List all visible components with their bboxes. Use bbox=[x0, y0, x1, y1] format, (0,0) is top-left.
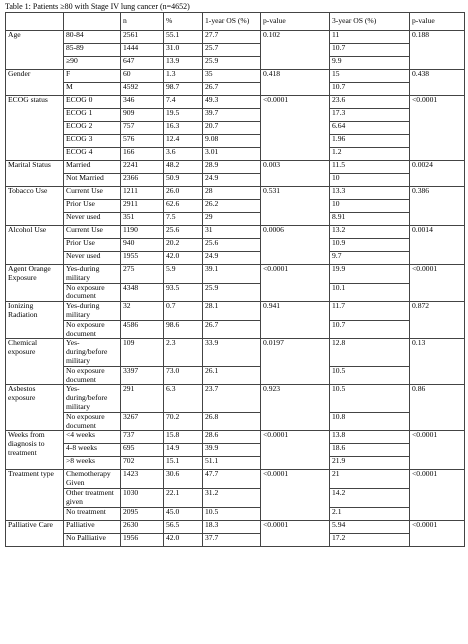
table-row bbox=[6, 83, 465, 96]
os-3yr-cell: 19.9 bbox=[330, 265, 410, 284]
percent-cell: 0.7 bbox=[164, 302, 203, 321]
table-row bbox=[6, 302, 465, 321]
header-1yr-os: 1-year OS (%) bbox=[203, 13, 261, 31]
p-value-1yr-cell: <0.0001 bbox=[261, 470, 330, 520]
p-value-1yr-cell: 0.0006 bbox=[261, 226, 330, 265]
subcategory-cell: 80-84 bbox=[64, 31, 121, 44]
os-3yr-cell: 1.2 bbox=[330, 148, 410, 161]
percent-cell: 16.3 bbox=[164, 122, 203, 135]
os-3yr-cell: 8.91 bbox=[330, 213, 410, 226]
os-1yr-cell: 28.9 bbox=[203, 161, 261, 174]
n-cell: 1190 bbox=[121, 226, 164, 239]
category-label: Weeks from diagnosis to treatment bbox=[6, 431, 64, 470]
percent-cell: 19.5 bbox=[164, 109, 203, 122]
os-1yr-cell: 39.7 bbox=[203, 109, 261, 122]
subcategory-cell: No exposure document bbox=[64, 366, 121, 385]
table-row bbox=[6, 252, 465, 265]
p-value-3yr-cell: <0.0001 bbox=[410, 431, 465, 470]
table-row bbox=[6, 213, 465, 226]
subcategory-cell: ≥90 bbox=[64, 57, 121, 70]
subcategory-cell: Current Use bbox=[64, 226, 121, 239]
table-row bbox=[6, 148, 465, 161]
subcategory-cell: F bbox=[64, 70, 121, 83]
os-1yr-cell: 28 bbox=[203, 187, 261, 200]
table-row bbox=[6, 200, 465, 213]
os-3yr-cell: 14.2 bbox=[330, 488, 410, 507]
table-row bbox=[6, 135, 465, 148]
n-cell: 346 bbox=[121, 96, 164, 109]
p-value-1yr-cell: <0.0001 bbox=[261, 96, 330, 161]
percent-cell: 14.9 bbox=[164, 444, 203, 457]
percent-cell: 15.1 bbox=[164, 457, 203, 470]
os-1yr-cell: 29 bbox=[203, 213, 261, 226]
percent-cell: 56.5 bbox=[164, 520, 203, 533]
table-row bbox=[6, 122, 465, 135]
n-cell: 1956 bbox=[121, 533, 164, 546]
os-3yr-cell: 10.1 bbox=[330, 283, 410, 302]
n-cell: 2911 bbox=[121, 200, 164, 213]
os-1yr-cell: 25.6 bbox=[203, 239, 261, 252]
percent-cell: 98.6 bbox=[164, 320, 203, 339]
header-subcategory bbox=[64, 13, 121, 31]
os-1yr-cell: 31 bbox=[203, 226, 261, 239]
n-cell: 940 bbox=[121, 239, 164, 252]
n-cell: 737 bbox=[121, 431, 164, 444]
os-3yr-cell: 13.2 bbox=[330, 226, 410, 239]
subcategory-cell: No treatment bbox=[64, 507, 121, 520]
p-value-3yr-cell: 0.872 bbox=[410, 302, 465, 339]
subcategory-cell: Never used bbox=[64, 252, 121, 265]
os-3yr-cell: 2.1 bbox=[330, 507, 410, 520]
os-3yr-cell: 13.8 bbox=[330, 431, 410, 444]
header-p-value-1yr: p-value bbox=[261, 13, 330, 31]
table-row bbox=[6, 431, 465, 444]
os-1yr-cell: 26.1 bbox=[203, 366, 261, 385]
n-cell: 1423 bbox=[121, 470, 164, 489]
os-3yr-cell: 12.8 bbox=[330, 339, 410, 366]
subcategory-cell: Married bbox=[64, 161, 121, 174]
table-body bbox=[6, 31, 465, 547]
os-1yr-cell: 25.9 bbox=[203, 283, 261, 302]
subcategory-cell: Never used bbox=[64, 213, 121, 226]
percent-cell: 26.0 bbox=[164, 187, 203, 200]
os-1yr-cell: 35 bbox=[203, 70, 261, 83]
table-row bbox=[6, 70, 465, 83]
subcategory-cell: >8 weeks bbox=[64, 457, 121, 470]
table-row bbox=[6, 470, 465, 489]
table-row bbox=[6, 226, 465, 239]
n-cell: 3267 bbox=[121, 412, 164, 431]
subcategory-cell: Chemotherapy Given bbox=[64, 470, 121, 489]
os-1yr-cell: 39.9 bbox=[203, 444, 261, 457]
percent-cell: 42.0 bbox=[164, 533, 203, 546]
os-1yr-cell: 33.9 bbox=[203, 339, 261, 366]
p-value-3yr-cell: 0.13 bbox=[410, 339, 465, 385]
subcategory-cell: No exposure document bbox=[64, 320, 121, 339]
table-row bbox=[6, 265, 465, 284]
subcategory-cell: 4-8 weeks bbox=[64, 444, 121, 457]
table-row bbox=[6, 507, 465, 520]
n-cell: 2366 bbox=[121, 174, 164, 187]
percent-cell: 48.2 bbox=[164, 161, 203, 174]
os-3yr-cell: 11.7 bbox=[330, 302, 410, 321]
os-3yr-cell: 10 bbox=[330, 174, 410, 187]
subcategory-cell: Yes-during/before military bbox=[64, 339, 121, 366]
p-value-1yr-cell: <0.0001 bbox=[261, 265, 330, 302]
category-label: Treatment type bbox=[6, 470, 64, 520]
header-n: n bbox=[121, 13, 164, 31]
percent-cell: 22.1 bbox=[164, 488, 203, 507]
p-value-3yr-cell: 0.86 bbox=[410, 385, 465, 431]
n-cell: 291 bbox=[121, 385, 164, 412]
os-3yr-cell: 17.2 bbox=[330, 533, 410, 546]
p-value-1yr-cell: <0.0001 bbox=[261, 431, 330, 470]
header-p-value-3yr: p-value bbox=[410, 13, 465, 31]
header-row bbox=[6, 13, 465, 31]
p-value-1yr-cell: 0.941 bbox=[261, 302, 330, 339]
os-3yr-cell: 10 bbox=[330, 200, 410, 213]
n-cell: 909 bbox=[121, 109, 164, 122]
os-3yr-cell: 1.96 bbox=[330, 135, 410, 148]
table-row bbox=[6, 533, 465, 546]
table-row bbox=[6, 444, 465, 457]
header-3yr-os: 3-year OS (%) bbox=[330, 13, 410, 31]
os-3yr-cell: 10.7 bbox=[330, 44, 410, 57]
table-caption: Table 1: Patients ≥80 with Stage IV lung cancer (n=4652) bbox=[5, 2, 190, 11]
os-1yr-cell: 39.1 bbox=[203, 265, 261, 284]
os-3yr-cell: 13.3 bbox=[330, 187, 410, 200]
percent-cell: 30.6 bbox=[164, 470, 203, 489]
percent-cell: 45.0 bbox=[164, 507, 203, 520]
table-row bbox=[6, 488, 465, 507]
percent-cell: 42.0 bbox=[164, 252, 203, 265]
table-row bbox=[6, 385, 465, 412]
n-cell: 32 bbox=[121, 302, 164, 321]
n-cell: 3397 bbox=[121, 366, 164, 385]
table-row bbox=[6, 520, 465, 533]
subcategory-cell: Prior Use bbox=[64, 239, 121, 252]
os-3yr-cell: 9.9 bbox=[330, 57, 410, 70]
subcategory-cell: ECOG 1 bbox=[64, 109, 121, 122]
os-1yr-cell: 20.7 bbox=[203, 122, 261, 135]
subcategory-cell: No exposure document bbox=[64, 412, 121, 431]
os-3yr-cell: 18.6 bbox=[330, 444, 410, 457]
category-label: Alcohol Use bbox=[6, 226, 64, 265]
p-value-3yr-cell: 0.438 bbox=[410, 70, 465, 96]
os-3yr-cell: 11.5 bbox=[330, 161, 410, 174]
percent-cell: 6.3 bbox=[164, 385, 203, 412]
os-1yr-cell: 25.9 bbox=[203, 57, 261, 70]
category-label: Palliative Care bbox=[6, 520, 64, 546]
subcategory-cell: Yes-during/before military bbox=[64, 385, 121, 412]
os-3yr-cell: 10.7 bbox=[330, 83, 410, 96]
n-cell: 275 bbox=[121, 265, 164, 284]
os-1yr-cell: 3.01 bbox=[203, 148, 261, 161]
table-row bbox=[6, 31, 465, 44]
table-row bbox=[6, 283, 465, 302]
os-1yr-cell: 51.1 bbox=[203, 457, 261, 470]
percent-cell: 20.2 bbox=[164, 239, 203, 252]
subcategory-cell: Yes-during military bbox=[64, 302, 121, 321]
os-1yr-cell: 28.1 bbox=[203, 302, 261, 321]
percent-cell: 7.4 bbox=[164, 96, 203, 109]
percent-cell: 50.9 bbox=[164, 174, 203, 187]
n-cell: 4348 bbox=[121, 283, 164, 302]
n-cell: 757 bbox=[121, 122, 164, 135]
os-3yr-cell: 9.7 bbox=[330, 252, 410, 265]
p-value-3yr-cell: <0.0001 bbox=[410, 520, 465, 546]
n-cell: 2561 bbox=[121, 31, 164, 44]
subcategory-cell: <4 weeks bbox=[64, 431, 121, 444]
percent-cell: 98.7 bbox=[164, 83, 203, 96]
percent-cell: 5.9 bbox=[164, 265, 203, 284]
subcategory-cell: Yes-during military bbox=[64, 265, 121, 284]
n-cell: 1955 bbox=[121, 252, 164, 265]
percent-cell: 2.3 bbox=[164, 339, 203, 366]
table-row bbox=[6, 412, 465, 431]
category-label: Ionizing Radiation bbox=[6, 302, 64, 339]
n-cell: 2241 bbox=[121, 161, 164, 174]
percent-cell: 55.1 bbox=[164, 31, 203, 44]
os-1yr-cell: 24.9 bbox=[203, 174, 261, 187]
os-1yr-cell: 26.7 bbox=[203, 320, 261, 339]
os-3yr-cell: 5.94 bbox=[330, 520, 410, 533]
category-label: Marital Status bbox=[6, 161, 64, 187]
os-1yr-cell: 37.7 bbox=[203, 533, 261, 546]
category-label: Chemical exposure bbox=[6, 339, 64, 385]
p-value-1yr-cell: 0.003 bbox=[261, 161, 330, 187]
percent-cell: 62.6 bbox=[164, 200, 203, 213]
percent-cell: 73.0 bbox=[164, 366, 203, 385]
n-cell: 702 bbox=[121, 457, 164, 470]
os-1yr-cell: 28.6 bbox=[203, 431, 261, 444]
os-3yr-cell: 10.7 bbox=[330, 320, 410, 339]
n-cell: 1030 bbox=[121, 488, 164, 507]
table-row bbox=[6, 366, 465, 385]
percent-cell: 12.4 bbox=[164, 135, 203, 148]
os-3yr-cell: 23.6 bbox=[330, 96, 410, 109]
percent-cell: 7.5 bbox=[164, 213, 203, 226]
table-row bbox=[6, 109, 465, 122]
n-cell: 2095 bbox=[121, 507, 164, 520]
percent-cell: 31.0 bbox=[164, 44, 203, 57]
os-1yr-cell: 24.9 bbox=[203, 252, 261, 265]
os-1yr-cell: 27.7 bbox=[203, 31, 261, 44]
category-label: Gender bbox=[6, 70, 64, 96]
table-row bbox=[6, 174, 465, 187]
table-row bbox=[6, 161, 465, 174]
subcategory-cell: ECOG 2 bbox=[64, 122, 121, 135]
subcategory-cell: Current Use bbox=[64, 187, 121, 200]
category-label: Agent Orange Exposure bbox=[6, 265, 64, 302]
subcategory-cell: Prior Use bbox=[64, 200, 121, 213]
subcategory-cell: ECOG 4 bbox=[64, 148, 121, 161]
category-label: Tobacco Use bbox=[6, 187, 64, 226]
percent-cell: 25.6 bbox=[164, 226, 203, 239]
percent-cell: 13.9 bbox=[164, 57, 203, 70]
os-3yr-cell: 10.9 bbox=[330, 239, 410, 252]
n-cell: 351 bbox=[121, 213, 164, 226]
os-3yr-cell: 6.64 bbox=[330, 122, 410, 135]
p-value-3yr-cell: <0.0001 bbox=[410, 265, 465, 302]
subcategory-cell: Not Married bbox=[64, 174, 121, 187]
p-value-1yr-cell: 0.923 bbox=[261, 385, 330, 431]
table-row bbox=[6, 57, 465, 70]
subcategory-cell: Palliative bbox=[64, 520, 121, 533]
category-label: Age bbox=[6, 31, 64, 70]
table-row bbox=[6, 457, 465, 470]
table-row bbox=[6, 239, 465, 252]
subcategory-cell: No Palliative bbox=[64, 533, 121, 546]
os-1yr-cell: 26.7 bbox=[203, 83, 261, 96]
table-row bbox=[6, 44, 465, 57]
category-label: ECOG status bbox=[6, 96, 64, 161]
subcategory-cell: Other treatment given bbox=[64, 488, 121, 507]
table-row bbox=[6, 320, 465, 339]
subcategory-cell: No exposure document bbox=[64, 283, 121, 302]
os-1yr-cell: 23.7 bbox=[203, 385, 261, 412]
n-cell: 1444 bbox=[121, 44, 164, 57]
percent-cell: 93.5 bbox=[164, 283, 203, 302]
table-row bbox=[6, 96, 465, 109]
percent-cell: 3.6 bbox=[164, 148, 203, 161]
os-3yr-cell: 10.5 bbox=[330, 366, 410, 385]
p-value-1yr-cell: 0.531 bbox=[261, 187, 330, 226]
category-label: Asbestos exposure bbox=[6, 385, 64, 431]
n-cell: 4592 bbox=[121, 83, 164, 96]
percent-cell: 70.2 bbox=[164, 412, 203, 431]
subcategory-cell: M bbox=[64, 83, 121, 96]
p-value-3yr-cell: 0.0014 bbox=[410, 226, 465, 265]
os-1yr-cell: 26.8 bbox=[203, 412, 261, 431]
os-1yr-cell: 49.3 bbox=[203, 96, 261, 109]
subcategory-cell: 85-89 bbox=[64, 44, 121, 57]
n-cell: 1211 bbox=[121, 187, 164, 200]
p-value-3yr-cell: 0.188 bbox=[410, 31, 465, 70]
os-1yr-cell: 18.3 bbox=[203, 520, 261, 533]
n-cell: 647 bbox=[121, 57, 164, 70]
p-value-3yr-cell: <0.0001 bbox=[410, 96, 465, 161]
p-value-3yr-cell: 0.386 bbox=[410, 187, 465, 226]
header-percent: % bbox=[164, 13, 203, 31]
n-cell: 2630 bbox=[121, 520, 164, 533]
n-cell: 695 bbox=[121, 444, 164, 457]
n-cell: 109 bbox=[121, 339, 164, 366]
os-1yr-cell: 25.7 bbox=[203, 44, 261, 57]
percent-cell: 15.8 bbox=[164, 431, 203, 444]
n-cell: 4586 bbox=[121, 320, 164, 339]
os-3yr-cell: 21 bbox=[330, 470, 410, 489]
header-category bbox=[6, 13, 64, 31]
os-1yr-cell: 9.08 bbox=[203, 135, 261, 148]
os-3yr-cell: 10.8 bbox=[330, 412, 410, 431]
os-3yr-cell: 10.5 bbox=[330, 385, 410, 412]
os-3yr-cell: 11 bbox=[330, 31, 410, 44]
p-value-1yr-cell: 0.0197 bbox=[261, 339, 330, 385]
os-1yr-cell: 47.7 bbox=[203, 470, 261, 489]
p-value-1yr-cell: <0.0001 bbox=[261, 520, 330, 546]
p-value-1yr-cell: 0.102 bbox=[261, 31, 330, 70]
n-cell: 576 bbox=[121, 135, 164, 148]
subcategory-cell: ECOG 0 bbox=[64, 96, 121, 109]
os-3yr-cell: 17.3 bbox=[330, 109, 410, 122]
n-cell: 166 bbox=[121, 148, 164, 161]
p-value-1yr-cell: 0.418 bbox=[261, 70, 330, 96]
n-cell: 60 bbox=[121, 70, 164, 83]
p-value-3yr-cell: 0.0024 bbox=[410, 161, 465, 187]
patients-table bbox=[5, 12, 465, 547]
os-1yr-cell: 10.5 bbox=[203, 507, 261, 520]
os-3yr-cell: 21.9 bbox=[330, 457, 410, 470]
percent-cell: 1.3 bbox=[164, 70, 203, 83]
subcategory-cell: ECOG 3 bbox=[64, 135, 121, 148]
table-row bbox=[6, 187, 465, 200]
os-1yr-cell: 31.2 bbox=[203, 488, 261, 507]
table-row bbox=[6, 339, 465, 366]
p-value-3yr-cell: <0.0001 bbox=[410, 470, 465, 520]
os-1yr-cell: 26.2 bbox=[203, 200, 261, 213]
os-3yr-cell: 15 bbox=[330, 70, 410, 83]
